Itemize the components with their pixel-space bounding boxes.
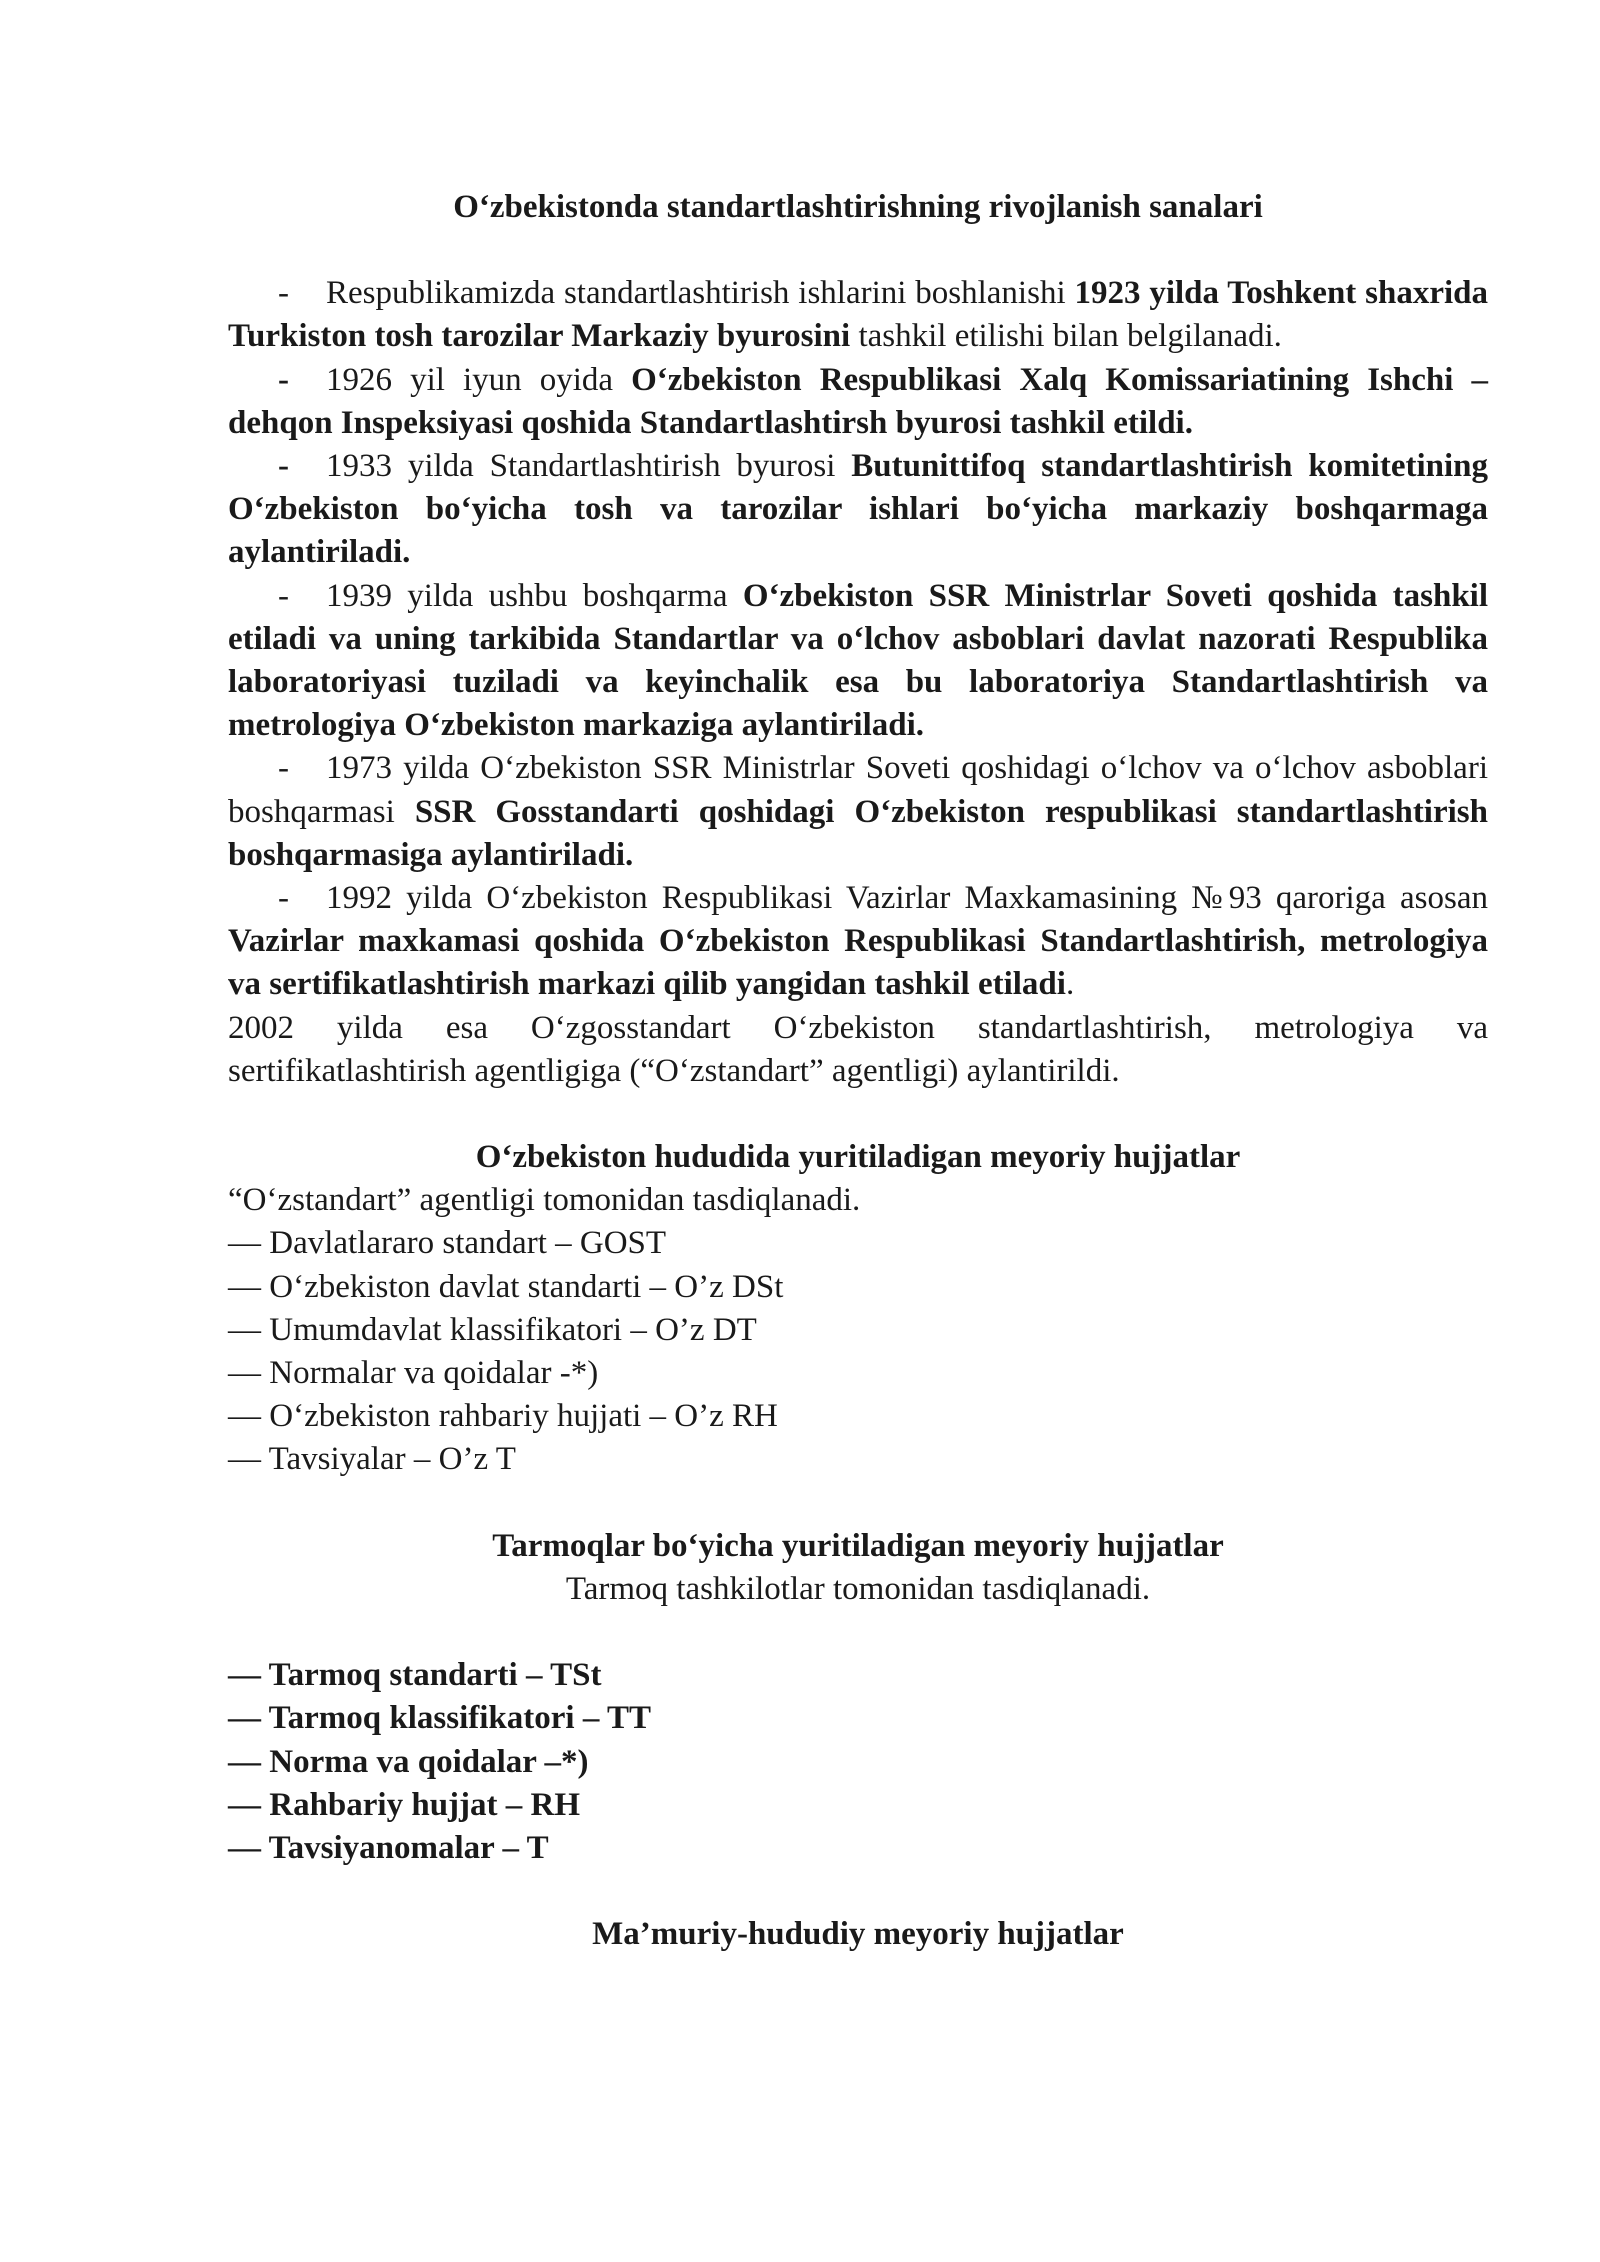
plain-text: 1939 yilda ushbu boshqarma [326,577,743,614]
bold-text: Butunittifoq standartlashtirish komitetining O‘zbekiston bo‘yicha tosh va tarozilar ishlari bo‘yicha markaziy boshqarmaga aylantiriladi. [228,448,1488,571]
list-item: — O‘zbekiston rahbariy hujjati – O’z RH [228,1398,778,1435]
sector-documents-list [228,1654,1488,1870]
plain-text: 1926 yil iyun oyida [326,361,632,398]
bullet-dash: - [278,577,289,614]
paragraph-2002: 2002 yilda esa O‘zgosstandart O‘zbekiston standartlashtirish, metrologiya va sertifikatlashtirish agentligiga (“O‘zstandart” agentligi) aylantirildi. [228,1009,1488,1089]
bullet-dash: - [278,361,289,398]
timeline-paragraph [228,359,1488,445]
bold-text: O‘zbekiston SSR Ministrlar Soveti qoshida tashkil etiladi va uning tarkibida Standartlar va o‘lchov asboblari davlat nazorati Respublika laboratoriyasi tuziladi va keyinchalik esa bu laboratoriya Standartlashtirish va metrologiya O‘zbekiston markaziga aylantiriladi. [228,577,1489,744]
list-item: — O‘zbekiston davlat standarti – O’z DSt [228,1268,784,1305]
timeline-paragraph [228,575,1488,748]
bullet-dash: - [278,750,289,787]
list-item: — Davlatlararo standart – GOST [228,1225,667,1262]
plain-text: 1992 yilda O‘zbekiston Respublikasi Vazirlar Maxkamasining №93 qaroriga asosan [326,880,1488,917]
timeline-paragraph [228,747,1488,877]
timeline-paragraph [228,272,1488,358]
bold-text: 1923 yilda Toshkent shaxrida Turkiston tosh tarozilar Markaziy byurosini [228,275,1488,355]
heading-national-documents: O‘zbekiston hududida yuritiladigan meyoriy hujjatlar [475,1139,1241,1176]
list-item: — Normalar va qoidalar -*) [228,1355,599,1392]
bold-text: O‘zbekiston Respublikasi Xalq Komissariatining Ishchi – dehqon Inspeksiyasi qoshida Standartlashtirsh byurosi tashkil etildi. [228,361,1488,441]
plain-text: 1933 yilda Standartlashtirish byurosi [326,448,852,485]
list-item: — Tavsiyanomalar – T [228,1829,549,1866]
list-item: — Tavsiyalar – O’z T [228,1441,516,1478]
document-page [228,186,1488,1956]
plain-text: . [1065,966,1075,1003]
timeline-paragraph [228,877,1488,1007]
bullet-dash: - [278,275,289,312]
bullet-dash: - [278,880,289,917]
timeline-paragraph [228,445,1488,575]
plain-text: Respublikamizda standartlashtirish ishlarini boshlanishi [326,275,1075,312]
bold-text: Vazirlar maxkamasi qoshida O‘zbekiston Respublikasi Standartlashtirish, metrologiya va sertifikatlashtirish markazi qilib yangidan tashkil etiladi [228,923,1488,1003]
section2-intro: “O‘zstandart” agentligi tomonidan tasdiqlanadi. [228,1182,861,1219]
national-documents-list [228,1222,1488,1481]
heading-regional-documents: Ma’muriy-hududiy meyoriy hujjatlar [592,1916,1124,1953]
list-item: — Umumdavlat klassifikatori – O’z DT [228,1311,757,1348]
plain-text: 1973 yilda O‘zbekiston SSR Ministrlar Soveti qoshidagi o‘lchov va o‘lchov asboblari boshqarmasi [228,750,1488,830]
list-item: — Tarmoq standarti – TSt [228,1657,602,1694]
list-item: — Tarmoq klassifikatori – TT [228,1700,651,1737]
list-item: — Rahbariy hujjat – RH [228,1786,581,1823]
heading-development-dates: O‘zbekistonda standartlashtirishning rivojlanish sanalari [453,189,1263,225]
list-item: — Norma va qoidalar –*) [228,1743,589,1780]
timeline-paragraphs [228,272,1488,1006]
plain-text: tashkil etilishi bilan belgilanadi. [850,318,1282,355]
section3-intro: Tarmoq tashkilotlar tomonidan tasdiqlanadi. [565,1570,1151,1607]
bold-text: SSR Gosstandarti qoshidagi O‘zbekiston respublikasi standartlashtirish boshqarmasiga aylantiriladi. [228,793,1488,873]
bullet-dash: - [278,448,289,485]
heading-sector-documents: Tarmoqlar bo‘yicha yuritiladigan meyoriy hujjatlar [492,1527,1224,1564]
